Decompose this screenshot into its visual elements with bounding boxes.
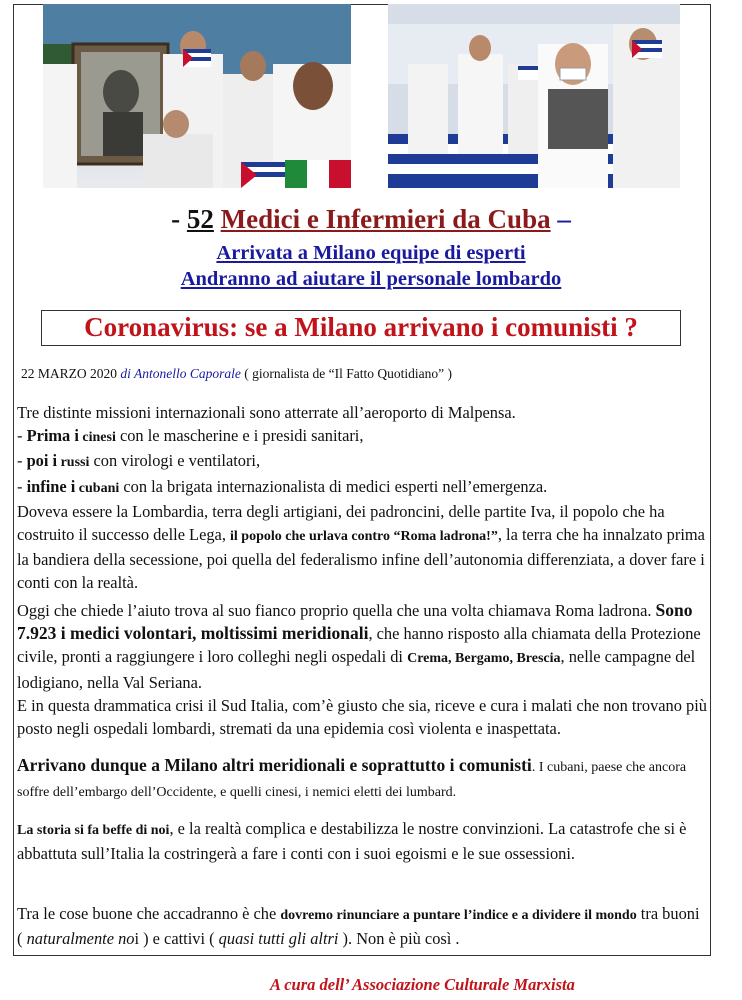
title-number: 52 (186, 204, 214, 234)
main-title (0, 204, 742, 235)
paragraph-5 (17, 902, 707, 950)
title-dash-end: – (550, 204, 571, 234)
p1-l4-cubani: cubani (75, 480, 120, 496)
p1-line-1: Tre distinte missioni internazionali sono atterrate all’aeroporto di Malpensa. (17, 403, 516, 422)
title-main: Medici e Infermieri da Cuba (220, 204, 551, 234)
p1-l3-dash: - (17, 451, 27, 471)
p4-rest: , e la realtà complica e destabilizza le nostre convinzioni. La catastrofe che si è abbattuta sull’Italia la costringerà a fare i conti con i suoi egoismi e le sue ossessioni. (17, 819, 687, 864)
p1-l4-bold: infine i (26, 476, 76, 496)
paragraph-3 (17, 754, 707, 804)
p1-l5-text: Doveva essere la Lombardia, terra degli artigiani, dei padroncini, delle partite Iva, il popolo che ha costruito il successo delle Lega, (17, 501, 665, 545)
photo-left-illustration (43, 4, 351, 188)
p1-l4-dash: - (17, 476, 27, 496)
p1-l5-bold: il popolo che urlava contro “Roma ladrona!” (230, 529, 498, 545)
p5-a: Tra le cose buone che accadranno è che (17, 904, 281, 923)
subtitle-1: Arrivata a Milano equipe di esperti (216, 242, 526, 264)
paragraph-2 (17, 599, 707, 740)
p1-l2-rest: con le mascherine e i presidi sanitari, (115, 426, 364, 446)
p5-bold: dovremo rinunciare a puntare l’indice e a dividere il mondo (280, 908, 637, 923)
photo-doctors-arriving (388, 4, 680, 188)
p2-bold-medici: Sono 7.923 i medici volontari, moltissimi meridionali (17, 600, 693, 644)
paragraph-4 (17, 817, 707, 865)
p5-italic-1: naturalmente no (26, 929, 135, 949)
byline-date: 22 MARZO 2020 (21, 366, 121, 381)
photo-cuban-doctors-portrait (43, 4, 351, 188)
p1-line-3 (17, 449, 707, 474)
byline (21, 366, 452, 382)
p2-c: , che hanno risposto alla chiamata della Protezione civile, pronti a raggiungere i loro colleghi negli ospedali di (17, 624, 701, 667)
p2-body (17, 599, 707, 694)
footer-credit: A cura dell’ Associazione Culturale Marxista (270, 975, 575, 994)
p5-g: ). Non è più così . (338, 929, 460, 949)
p3-rest: . I cubani, paese che ancora soffre dell’embargo dell’Occidente, e quelli cinesi, i nemici eletti dei lumbard. (17, 760, 687, 801)
title-space (214, 204, 221, 234)
p1-l4-rest: con la brigata internazionalista di medici esperti nell’emergenza. (119, 476, 548, 496)
p1-l3-russi: russi (57, 455, 90, 471)
photo-right-illustration (388, 4, 680, 188)
p1-l2-bold: Prima i (26, 426, 79, 446)
p4-bold: La storia si fa beffe di noi (17, 823, 170, 838)
p2-e: , nelle campagne del lodigiano, nella Val Seriana. (17, 647, 696, 692)
p1-l5-rest: , la terra che ha innalzato prima la bandiera della secessione, poi quella del federalismo infine dell’autonomia differenziata, a dover fare i conti con la realtà. (17, 525, 705, 593)
p3-bold: Arrivano dunque a Milano altri meridionali e soprattutto i comunisti (17, 755, 532, 775)
p5-e: i ) e cattivi ( (134, 929, 219, 949)
p1-l2-cinesi: cinesi (78, 430, 116, 446)
headline-box: Coronavirus: se a Milano arrivano i comunisti ? (41, 310, 681, 346)
byline-author: di Antonello Caporale (120, 366, 241, 381)
p1-l3-rest: con virologi e ventilatori, (89, 451, 261, 471)
p1-line-4 (17, 475, 707, 500)
p2-second: E in questa drammatica crisi il Sud Italia, com’è giusto che sia, riceve e cura i malati che non trovano più posto negli ospedali lombardi, stremati da una epidemia così violenta e inaspettata. (17, 695, 707, 739)
p1-line-2 (17, 424, 707, 449)
p2-bold-citta: Crema, Bergamo, Brescia (407, 651, 561, 667)
title-dash: - (171, 204, 187, 234)
p5-italic-2: quasi tutti gli altri (218, 929, 339, 949)
byline-rest: ( giornalista de “Il Fatto Quotidiano” ) (240, 366, 452, 381)
paragraph-1 (17, 401, 707, 595)
p1-l3-bold: poi i (26, 451, 58, 471)
p5-c: tra buoni ( (17, 904, 700, 949)
p1-line-5 (17, 500, 707, 595)
p2-a: Oggi che chiede l’aiuto trova al suo fianco proprio quella che una volta chiamava Roma ladrona. (17, 601, 656, 620)
p1-l2-dash: - (17, 426, 27, 446)
subtitle-2: Andranno ad aiutare il personale lombardo (180, 268, 562, 290)
